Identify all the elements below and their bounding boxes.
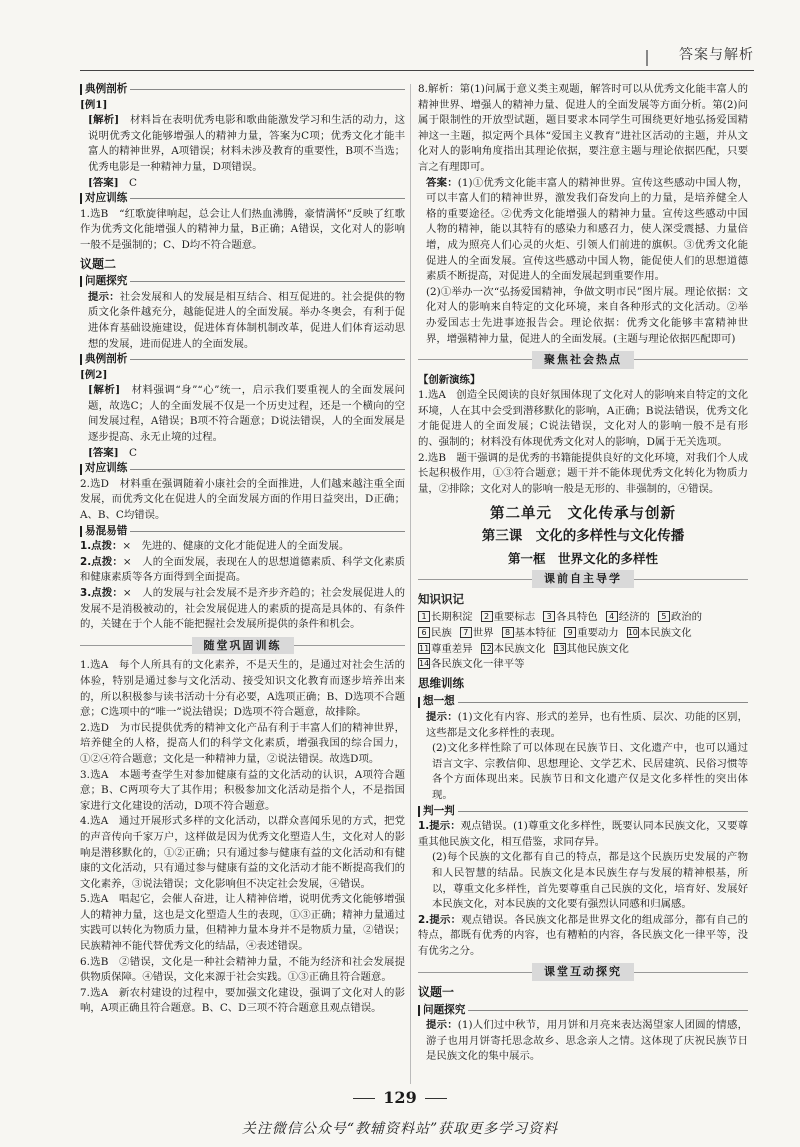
- analysis-paragraph: [解析] 材料旨在表明优秀电影和歌曲能激发学习和生活的动力，这说明优秀文化能够增强人的精神力量，答案为C项；优秀文化才能丰富人的精神世界，A项错误；材料未涉及教育的重要性，B项不当选；优秀电影是一种精神力量，D项错误。: [88, 114, 405, 173]
- exercise-answer: 3.选A 本题考查学生对参加健康有益的文化活动的认识，A项符合题意；B、C两项夸大了其作用；积极参加文化活动是指个人，不是指国家进行文化建设的活动，D项不符合题意。: [80, 768, 405, 812]
- right-column: [418, 82, 748, 1065]
- exercise-answer: 1.选A 创造全民阅读的良好氛围体现了文化对人的影响来自特定的文化环境，人在其中会受到潜移默化的影响，A正确；B说法错误，优秀文化才能促进人的全面发展；C说法错误，文化对人的影响一般不是有形的、强制的；材料没有体现优秀文化对人的影响，D属于无关选项。: [418, 389, 748, 449]
- hint-paragraph: (2)每个民族的文化都有自己的特点，都是这个民族历史发展的产物和人民智慧的结晶。民族文化是本民族生存与发展的精神根基，所以，尊重文化多样性，首先要尊重自己民族的文化，培育好、发展好本民族文化，对本民族的文化要有强烈认同感和归属感。: [432, 851, 748, 911]
- answer-line: [答案] C: [88, 446, 137, 459]
- thinking-heading: 思维训练: [418, 675, 464, 690]
- section-heading: 对应训练: [80, 461, 405, 477]
- keyword-text: 基本特征: [514, 627, 557, 639]
- keyword-item: [481, 610, 536, 626]
- answer-paragraph: 答案：(1)①优秀文化能丰富人的精神世界。宣传这些感动中国人物，可以丰富人们的精神世界，激发我们奋发向上的力量，是培养健全人格的重要途径。②优秀文化能增强人的精神力量。宣传这些感动中国人物的精神，能以其特有的感染力和感召力，使人深受震撼、力量倍增，成为照亮人们心灵的火炬、引领人们前进的旗帜。③优秀文化能促进人的全面发展。宣传这些感动中国人物，能促使人们的思想道德素质不断提高，对促进人的全面发展起到重要作用。: [426, 176, 749, 283]
- subsection-heading: 判一判: [418, 804, 748, 820]
- keyword-item: [658, 610, 702, 626]
- keyword-number: 9: [564, 627, 576, 638]
- header-title: 答案与解析: [679, 47, 754, 63]
- hint-paragraph: 1.提示：观点错误。(1)尊重文化多样性，既要认同本民族文化，又要尊重其他民族文化，相互借鉴，求同存异。: [418, 820, 748, 848]
- keyword-text: 民族: [431, 627, 452, 639]
- topic-heading: 议题二: [80, 256, 117, 271]
- example-label: [例1]: [80, 98, 108, 111]
- exercise-answer: 7.选A 新农村建设的过程中，要加强文化建设，强调了文化对人的影响，A项正确且符合题意。B、C、D三项不符合题意且观点错误。: [80, 986, 405, 1015]
- answer-paragraph: (2)①举办一次“弘扬爱国精神，争做文明市民”图片展。理论依据：文化对人的影响来自特定的文化环境，来自各种形式的文化活动。②举办爱国志士先进事迹报告会。理论依据：优秀文化能够丰富精神世界，增强精神力量，促进人的全面发展。(主题与理论依据匹配即可): [426, 285, 748, 345]
- keyword-text: 重要标志: [493, 611, 536, 624]
- keyword-number: 8: [502, 627, 514, 638]
- keyword-item: [418, 626, 452, 642]
- keyword-item: [502, 626, 557, 642]
- keyword-list: [418, 610, 748, 672]
- footer-note: 关注微信公众号“教辅资料站”获取更多学习资料: [241, 1121, 559, 1137]
- keyword-number: 5: [658, 611, 670, 622]
- analysis-paragraph: [解析] 材料强调“身”“心”统一，启示我们要重视人的全面发展问题，故选C；人的全面发展不仅是一个历史过程，还是一个横向的空间发展过程，A错误；B项不符合题意；D说法错误，人的全面发展是逐步提高、永无止境的过程。: [88, 384, 406, 444]
- keyword-text: 各具特色: [556, 611, 598, 624]
- hint-paragraph: 提示：(1)文化有内容、形式的差异，也有性质、层次、功能的区别，这些都是文化多样性的表现。: [426, 710, 749, 739]
- keyword-text: 各民族文化一律平等: [431, 658, 525, 671]
- subsection-heading: 想一想: [418, 694, 748, 710]
- keyword-text: 尊重差异: [431, 642, 473, 655]
- section-band: 课堂互动探究: [418, 963, 748, 981]
- hint-paragraph: (2)文化多样性除了可以体现在民族节日、文化遗产中，也可以通过语言文字、宗教信仰、思想理论、文学艺术、民居建筑、民俗习惯等各个方面体现出来。民族节日和文化遗产仅是文化多样性的突出体现。: [432, 742, 748, 801]
- hint-paragraph: 提示：社会发展和人的发展是相互结合、相互促进的。社会提供的物质文化条件越充分，越能促进人的全面发展。举办冬奥会，有利于促进体育基础设施建设，促进体育体制机制改革，促进人们体育运动思想的发展，进而促进人的全面发展。: [88, 290, 405, 350]
- section-heading: 对应训练: [80, 191, 405, 207]
- topic-heading: 议题一: [418, 985, 455, 1000]
- section-band: 聚焦社会热点: [418, 351, 748, 369]
- section-heading: 易混易错: [80, 524, 405, 540]
- exercise-answer: 2.选B 题干强调的是优秀的书籍能提供良好的文化环境，对我们个人成长起积极作用，①③符合题意；题干并不能体现优秀文化转化为物质力量，②排除；文化对人的影响一般是无形的、非强制的，④错误。: [418, 451, 748, 495]
- keyword-item: [481, 642, 546, 658]
- section-heading: 【创新演练】: [418, 373, 481, 386]
- keyword-item: [418, 657, 525, 673]
- section-heading: 典例剖析: [80, 352, 405, 368]
- section-band: 随堂巩固训练: [80, 637, 405, 655]
- hint-paragraph: 2.提示：观点错误。各民族文化都是世界文化的组成部分，都有自己的特点，都既有优秀的内容，也有糟粕的内容，各民族文化一律平等，没有优劣之分。: [418, 913, 748, 957]
- keyword-text: 经济的: [618, 611, 650, 624]
- keyword-number: 11: [419, 643, 430, 653]
- keyword-number: 3: [543, 611, 555, 622]
- training-answer: 2.选D 材料重在强调随着小康社会的全面推进，人们越来越注重全面发展，而优秀文化在促进人的全面发展方面的作用日益突出，D正确；A、B、C均错误。: [80, 477, 405, 522]
- column-divider: [410, 84, 411, 1084]
- error-tip: 2.点拨：× 人的全面发展，表现在人的思想道德素质、科学文化素质和健康素质等各方面得到全面提高。: [80, 555, 405, 584]
- keyword-item: [564, 626, 619, 642]
- keyword-number: 7: [460, 627, 472, 638]
- page-number: 129: [0, 1090, 800, 1106]
- knowledge-heading: 知识识记: [418, 591, 464, 606]
- keyword-number: 4: [606, 611, 618, 622]
- section-heading: 问题探究: [418, 1003, 748, 1019]
- lesson-title: 第三课 文化的多样性与文化传播: [481, 528, 685, 545]
- answer-line: [答案] C: [88, 176, 137, 189]
- keyword-item: [554, 642, 629, 658]
- keyword-number: 1: [418, 611, 430, 622]
- keyword-text: 本民族文化: [639, 627, 692, 639]
- section-band: 课前自主导学: [418, 570, 748, 588]
- keyword-number: 12: [481, 643, 492, 653]
- section-heading: 问题探究: [80, 274, 405, 290]
- example-label: [例2]: [80, 368, 108, 381]
- keyword-number: 10: [627, 628, 638, 637]
- keyword-text: 本民族文化: [493, 642, 546, 655]
- keyword-item: [606, 610, 650, 626]
- frame-title: 第一框 世界文化的多样性: [507, 550, 658, 566]
- keyword-item: [418, 610, 473, 626]
- error-tip: 3.点拨：× 人的发展与社会发展不是齐步齐趋的；社会发展促进人的发展不是消极被动的，社会发展促进人的素质的提高是具体的、有条件的，关键在于个人能不能把握社会发展所提供的条件和机会。: [80, 587, 405, 631]
- analysis-paragraph: 8.解析：第(1)问属于意义类主观题，解答时可以从优秀文化能丰富人的精神世界、增强人的精神力量、促进人的全面发展等方面分析。第(2)问属于限制性的开放型试题，题目要求本同学生可围绕更好地弘扬爱国精神这一主题，拟定两个具体“爱国主义教育”进社区活动的主题，并从文化对人的影响角度指出其理论依据，要注意主题与理论依据匹配，只要言之有理即可。: [418, 83, 748, 173]
- header-divider: [646, 50, 648, 66]
- keyword-item: [627, 626, 692, 642]
- exercise-answer: 6.选B ②错误，文化是一种社会精神力量，不能为经济和社会发展提供物质保障。④错误，文化来源于社会实践。①③正确且符合题意。: [80, 955, 405, 984]
- exercise-answer: 4.选A 通过开展形式多样的文化活动，以群众喜闻乐见的方式，把党的声音传向千家万户，这样做是因为优秀文化塑造人生，文化对人的影响是潜移默化的，①②正确；只有通过参与健康有益的文化活动和有健康的文化活动，只有通过参与健康有益的文化活动才能不断提高我们的文化素养，③说法错误；文化影响但不决定社会发展，④错误。: [80, 815, 405, 890]
- keyword-text: 世界: [472, 627, 494, 639]
- exercise-answer: 5.选A 唱起它，会催人奋进，让人精神倍增，说明优秀文化能够增强人的精神力量，这也是文化塑造人生的表现，①③正确；精神力量通过实践可以转化为物质力量，但精神力量本身并不是物质力量，②错误；民族精神不能代替优秀文化的结晶，④表述错误。: [80, 893, 405, 953]
- exercise-answer: 1.选A 每个人所具有的文化素养，不是天生的，是通过对社会生活的体验，特别是通过参与文化活动、接受知识文化教育而逐步培养出来的，所以积极参与读书活动十分有必要，A选项正确；B、D选项不合题意；C选项中的“唯一”说法错误；D选项不符合题意，故排除。: [80, 659, 405, 719]
- keyword-item: [543, 610, 598, 626]
- keyword-number: 2: [481, 611, 493, 622]
- hint-paragraph: 提示：(1)人们过中秋节，用月饼和月亮来表达渴望家人团圆的情感，游子也用月饼寄托思念故乡、思念亲人之情。这体现了庆祝民族节日是民族文化的集中展示。: [426, 1019, 749, 1063]
- keyword-text: 政治的: [670, 611, 703, 624]
- page-header: [80, 40, 754, 71]
- left-column: [80, 82, 405, 1017]
- keyword-item: [418, 642, 473, 658]
- keyword-text: 重要动力: [577, 627, 619, 639]
- training-answer: 1.选B “红歌旋律响起，总会让人们热血沸腾，豪情满怀”反映了红歌作为优秀文化能增强人的精神力量，B正确；A错误，文化对人的影响一般不是强制的；C、D均不符合题意。: [80, 207, 405, 251]
- unit-title: 第二单元 文化传承与创新: [490, 506, 676, 523]
- keyword-text: 长期积淀: [431, 611, 473, 624]
- keyword-number: 13: [554, 643, 565, 653]
- keyword-text: 其他民族文化: [566, 642, 629, 655]
- error-tip: 1.点拨：× 先进的、健康的文化才能促进人的全面发展。: [80, 540, 350, 553]
- keyword-number: 6: [418, 627, 430, 638]
- keyword-number: 14: [419, 659, 430, 669]
- section-heading: 典例剖析: [80, 82, 405, 98]
- exercise-answer: 2.选D 为市民提供优秀的精神文化产品有利于丰富人们的精神世界，培养健全的人格，提高人们的科学文化素质，增强我国的综合国力，①②④符合题意；文化是一种精神力量，②说法错误。故选D项。: [80, 721, 405, 765]
- keyword-item: [460, 626, 494, 642]
